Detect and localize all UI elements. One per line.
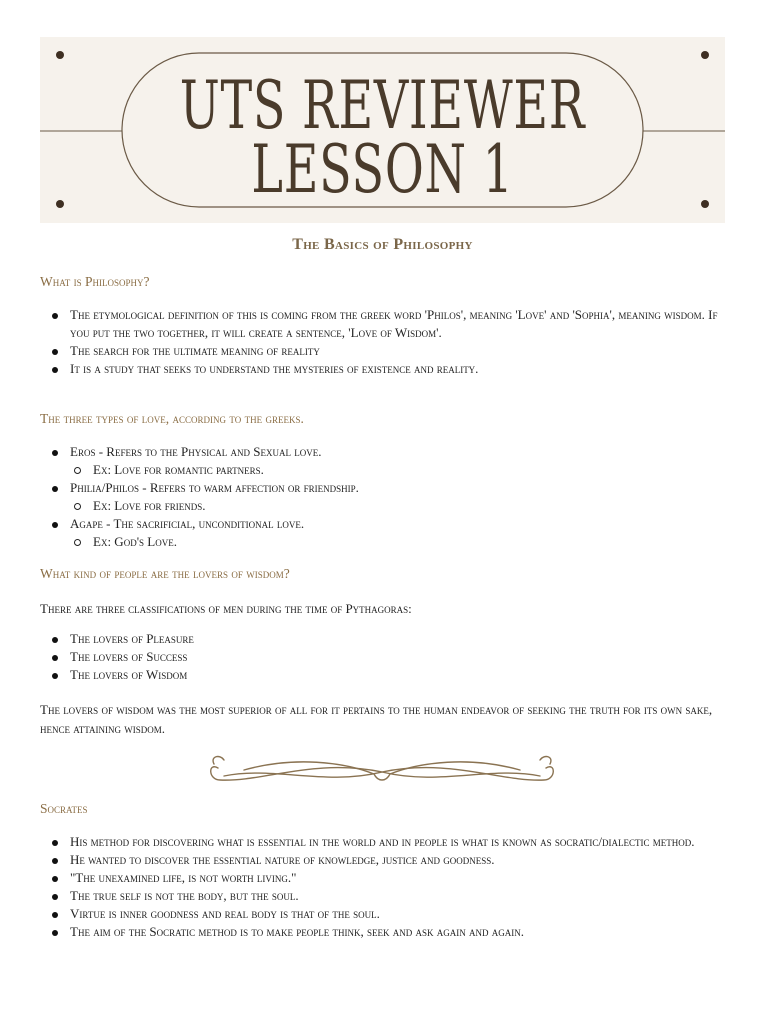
socrates-list bbox=[40, 833, 720, 941]
corner-dot bbox=[701, 200, 709, 208]
banner-title-line1: UTS REVIEWER bbox=[179, 67, 586, 144]
list-item: He wanted to discover the essential nature of knowledge, justice and goodness. bbox=[40, 851, 720, 869]
title-banner bbox=[40, 37, 725, 223]
corner-dot bbox=[56, 51, 64, 59]
lovers-conclusion: The lovers of wisdom was the most superior of all for it pertains to the human endeavor of seeking the truth for its own sake, hence attaining wisdom. bbox=[40, 702, 713, 736]
lovers-intro: There are three classifications of men during the time of Pythagoras: bbox=[40, 601, 412, 616]
list-item: The etymological definition of this is coming from the greek word 'Philos', meaning 'Love' and 'Sophia', meaning wisdom. If you put the two together, it will create a sentence, 'Love of Wisdom'. bbox=[40, 306, 720, 342]
love-list bbox=[40, 443, 720, 551]
sub-list-item: Ex: Love for romantic partners. bbox=[40, 461, 720, 479]
list-item: The aim of the Socratic method is to make people think, seek and ask again and again. bbox=[40, 923, 720, 941]
corner-dot bbox=[701, 51, 709, 59]
list-item: "The unexamined life, is not worth living." bbox=[40, 869, 720, 887]
list-item: His method for discovering what is essential in the world and in people is what is known as socratic/dialectic method. bbox=[40, 833, 720, 851]
section-heading-lovers: What kind of people are the lovers of wisdom? bbox=[40, 566, 290, 581]
list-item: The lovers of Success bbox=[40, 648, 720, 666]
section-heading-socrates: Socrates bbox=[40, 801, 88, 816]
sub-list-item: Ex: Love for friends. bbox=[40, 497, 720, 515]
list-item: The true self is not the body, but the soul. bbox=[40, 887, 720, 905]
philosophy-list bbox=[40, 306, 720, 378]
list-item: Virtue is inner goodness and real body is that of the soul. bbox=[40, 905, 720, 923]
list-item: The search for the ultimate meaning of reality bbox=[40, 342, 720, 360]
list-item: The lovers of Wisdom bbox=[40, 666, 720, 684]
list-item: Agape - The sacrificial, unconditional love. bbox=[40, 515, 720, 533]
list-item: It is a study that seeks to understand the mysteries of existence and reality. bbox=[40, 360, 720, 378]
sub-list-item: Ex: God's Love. bbox=[40, 533, 720, 551]
list-item: The lovers of Pleasure bbox=[40, 630, 720, 648]
list-item: Philia/Philos - Refers to warm affection or friendship. bbox=[40, 479, 720, 497]
flourish-divider bbox=[204, 752, 560, 792]
list-item: Eros - Refers to the Physical and Sexual love. bbox=[40, 443, 720, 461]
corner-dot bbox=[56, 200, 64, 208]
section-heading-love: The three types of love, according to the greeks. bbox=[40, 411, 304, 426]
page-title: The Basics of Philosophy bbox=[292, 236, 473, 253]
section-heading-philosophy: What is Philosophy? bbox=[40, 274, 150, 289]
lovers-list bbox=[40, 630, 720, 684]
banner-title-line2: LESSON 1 bbox=[251, 131, 514, 208]
